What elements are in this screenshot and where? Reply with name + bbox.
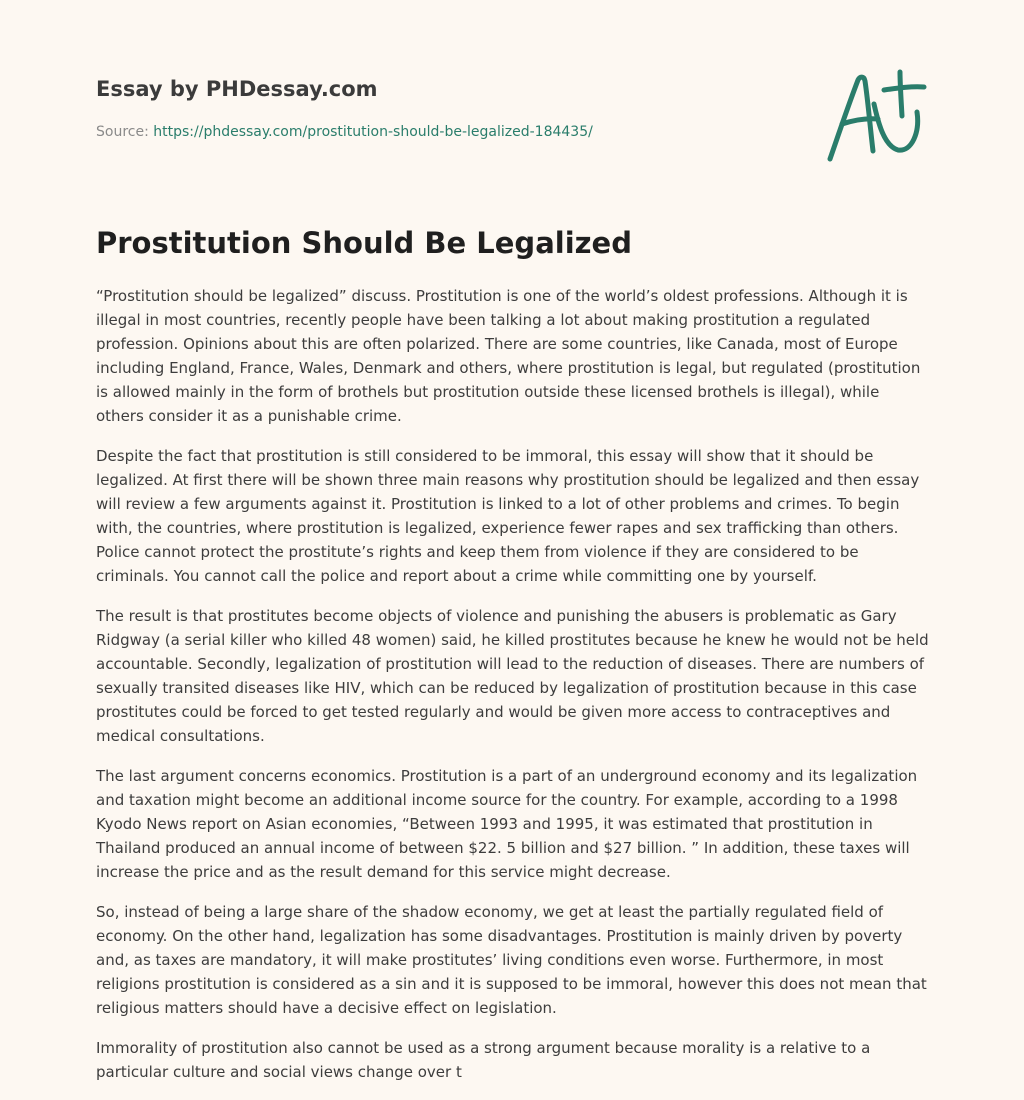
source-link[interactable]: https://phdessay.com/prostitution-should-be-legalized-184435/ [153, 124, 593, 140]
a-plus-logo [818, 66, 930, 166]
essay-paragraph: So, instead of being a large share of the shadow economy, we get at least the partially regulated field of economy. On the other hand, legalization has some disadvantages. Prostitution is mainly driven by poverty and, as taxes are mandatory, it will make prostitutes’ living conditions even worse. Furthermore, in most religions prostitution is considered as a sin and it is supposed to be immoral, however this does not mean that religious matters should have a decisive effect on legislation. [96, 903, 927, 1017]
essay-paragraph: The last argument concerns economics. Prostitution is a part of an underground economy and its legalization and taxation might become an additional income source for the country. For example, according to a 1998 Kyodo News report on Asian economies, “Between 1993 and 1995, it was estimated that prostitution in Thailand produced an annual income of between $22. 5 billion and $27 billion. ” In addition, these taxes will increase the price and as the result demand for this service might decrease. [96, 767, 918, 881]
essay-paragraph: “Prostitution should be legalized” discuss. Prostitution is one of the world’s oldest professions. Although it is illegal in most countries, recently people have been talking a lot about making prostitution a regulated profession. Opinions about this are often polarized. There are some countries, like Canada, most of Europe including England, France, Wales, Denmark and others, where prostitution is legal, but regulated (prostitution is allowed mainly in the form of brothels but prostitution outside these licensed brothels is illegal), while others consider it as a punishable crime. [96, 287, 921, 425]
essay-title: Prostitution Should Be Legalized [96, 226, 632, 260]
source-line [96, 124, 593, 140]
essay-body [96, 284, 930, 1100]
source-label: Source: [96, 124, 154, 140]
essay-paragraph: Immorality of prostitution also cannot be used as a strong argument because morality is a relative to a particular culture and social views change over t [96, 1039, 871, 1081]
essay-paragraph: The result is that prostitutes become objects of violence and punishing the abusers is problematic as Gary Ridgway (a serial killer who killed 48 women) said, he killed prostitutes because he knew he would not be held accountable. Secondly, legalization of prostitution will lead to the reduction of diseases. There are numbers of sexually transited diseases like HIV, which can be reduced by legalization of prostitution because in this case prostitutes could be forced to get tested regularly and would be given more access to contraceptives and medical consultations. [96, 607, 929, 745]
site-title: Essay by PHDessay.com [96, 77, 378, 101]
essay-paragraph: Despite the fact that prostitution is still considered to be immoral, this essay will show that it should be legalized. At first there will be shown three main reasons why prostitution should be legalized and then essay will review a few arguments against it. Prostitution is linked to a lot of other problems and crimes. To begin with, the countries, where prostitution is legalized, experience fewer rapes and sex trafficking than others. Police cannot protect the prostitute’s rights and keep them from violence if they are considered to be criminals. You cannot call the police and report about a crime while committing one by yourself. [96, 447, 920, 585]
a-plus-logo-icon [818, 66, 930, 166]
